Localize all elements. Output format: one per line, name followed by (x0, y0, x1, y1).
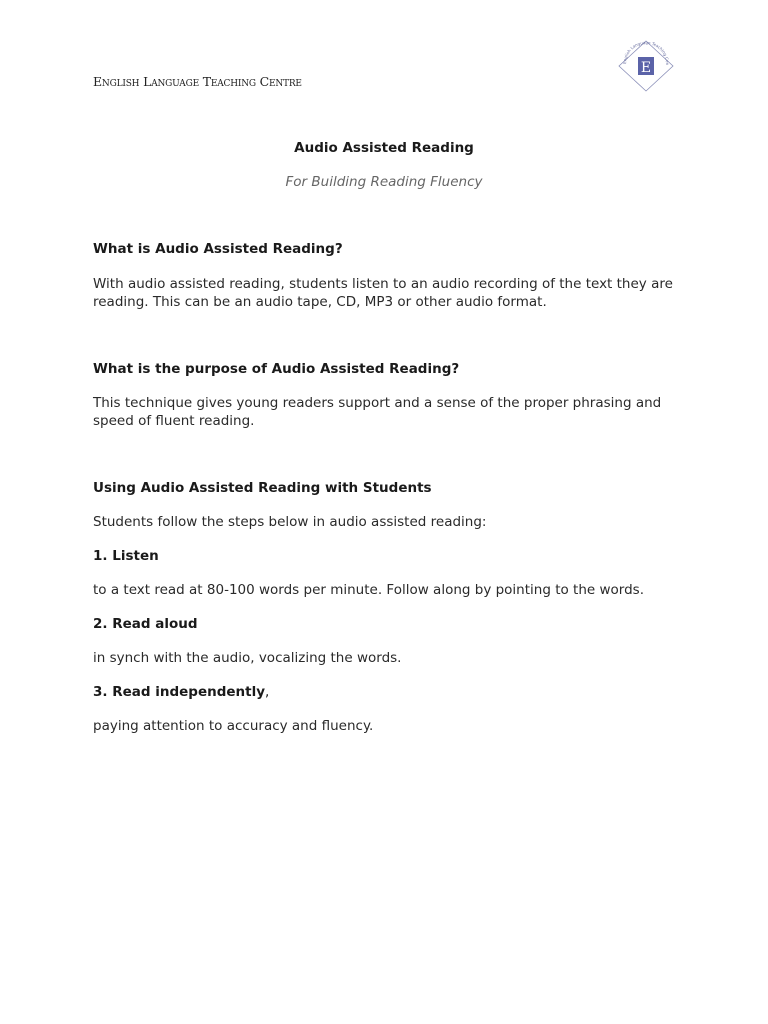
page-subtitle: For Building Reading Fluency (285, 174, 483, 190)
section-body-what: With audio assisted reading, students listen to an audio recording of the text they are reading. This can be an audio tape, CD, MP3 or other audio format. (93, 276, 673, 310)
centre-logo-icon (618, 40, 674, 92)
step-2-label: 2. Read aloud (93, 616, 198, 632)
step-1-label: 1. Listen (93, 548, 159, 564)
step-2 (93, 616, 683, 634)
step-3-text: paying attention to accuracy and fluency. (93, 718, 374, 734)
step-3 (93, 684, 683, 702)
section-heading-what: What is Audio Assisted Reading? (93, 241, 343, 257)
page-title: Audio Assisted Reading (294, 140, 474, 156)
logo-letter: E (640, 60, 652, 76)
step-3-label: 3. Read independently (93, 684, 266, 700)
section-heading-using: Using Audio Assisted Reading with Students (93, 480, 432, 496)
step-3-suffix: , (265, 684, 270, 700)
step-1 (93, 548, 683, 566)
section-body-purpose: This technique gives young readers support and a sense of the proper phrasing and speed of fluent reading. (93, 395, 662, 429)
org-header: English Language Teaching Centre (93, 74, 302, 89)
step-2-text: in synch with the audio, vocalizing the words. (93, 650, 402, 666)
logo-ring-text: English Language Teaching Cen (621, 40, 671, 66)
section-heading-purpose: What is the purpose of Audio Assisted Reading? (93, 361, 460, 377)
step-1-text: to a text read at 80-100 words per minute. Follow along by pointing to the words. (93, 582, 645, 598)
section-body-using: Students follow the steps below in audio assisted reading: (93, 514, 487, 530)
